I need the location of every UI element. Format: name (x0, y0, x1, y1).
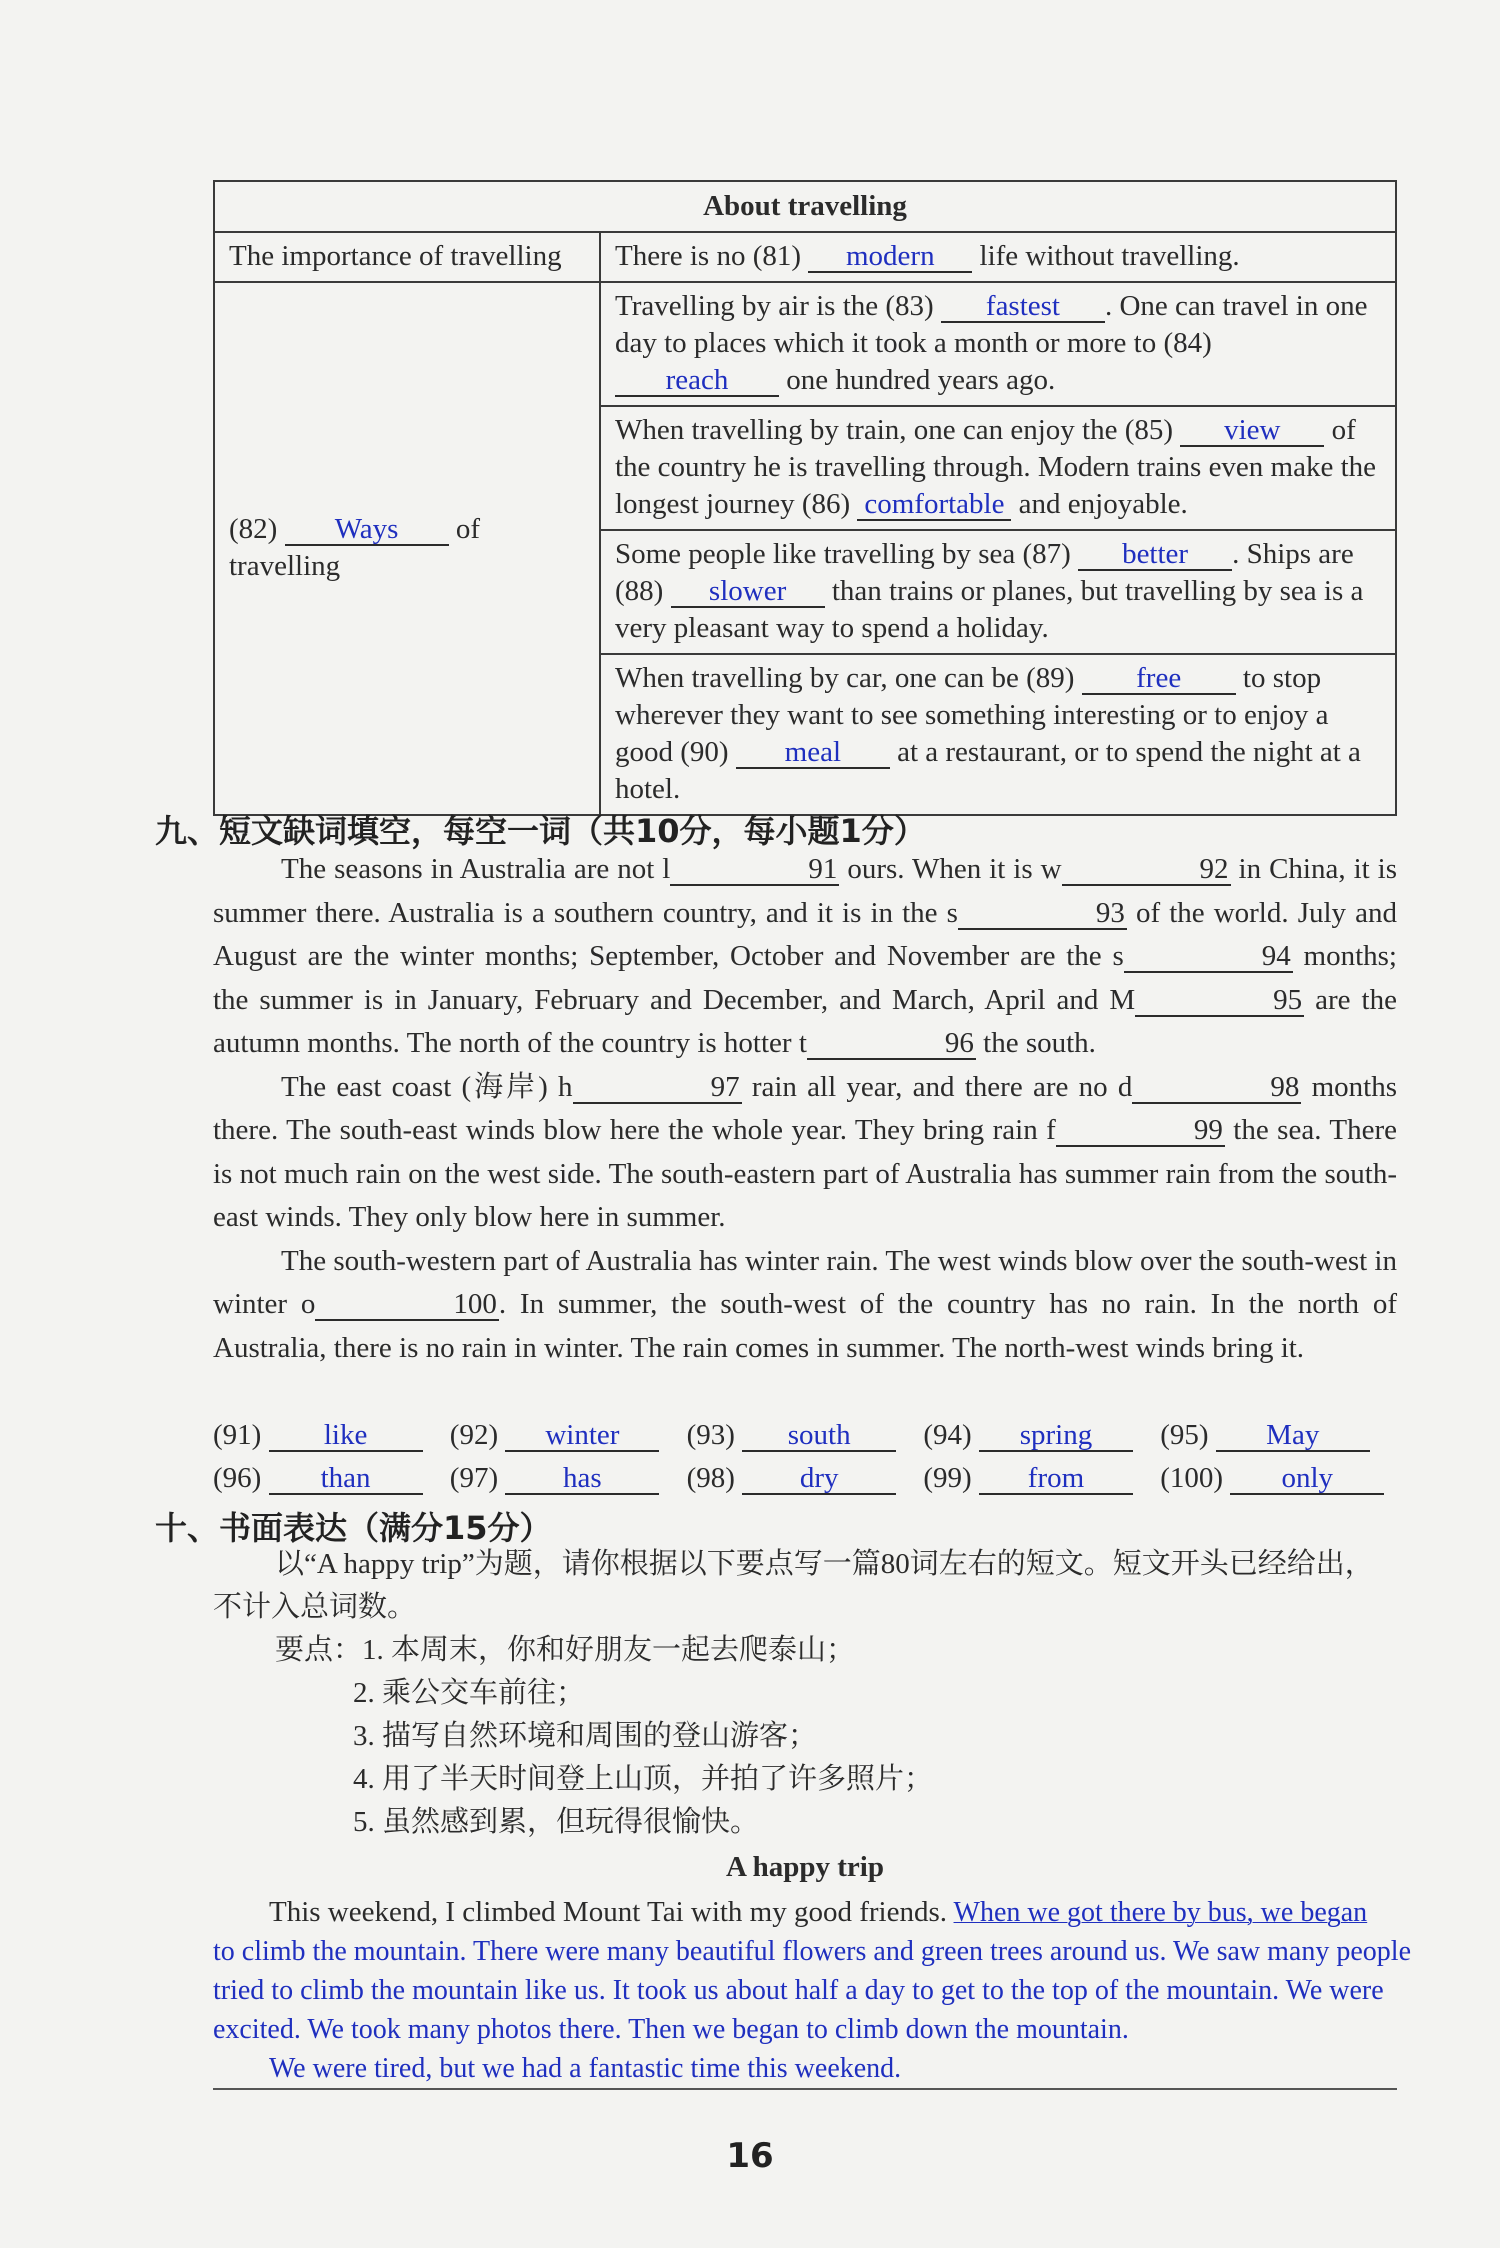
answer-cell: (91) like (213, 1414, 450, 1457)
writing-points-label: 要点：1. 本周末，你和好朋友一起去爬泰山； (275, 1634, 856, 1666)
answer-89: free (1136, 662, 1182, 694)
page-number: 16 (726, 2136, 774, 2176)
essay-given-start: This weekend, I climbed Mount Tai with my good friends. (269, 1896, 948, 1928)
answer-cell: (95) May (1160, 1414, 1397, 1457)
importance-label: The importance of travelling (214, 232, 600, 282)
divider (213, 2088, 1397, 2090)
blank-99: 99 (1193, 1114, 1223, 1146)
answer-82: Ways (334, 513, 399, 545)
row-car: When travelling by car, one can be (89) free to stop wherever they want to see something interesting or to enjoy a good (90) meal at a restaurant, or to spend the night at a hotel. (600, 654, 1396, 815)
section-10-heading: 十、书面表达（满分15分） (155, 1509, 552, 1547)
answer-cell: (92) winter (450, 1414, 687, 1457)
blank-93: 93 (1095, 896, 1125, 929)
essay-line: We were tired, but we had a fantastic time this weekend. (269, 2053, 902, 2084)
answer-88: slower (708, 575, 787, 607)
about-travelling-table (213, 180, 1397, 816)
answer-cell: (97) has (450, 1457, 687, 1500)
essay-answer (213, 1893, 1413, 2088)
answer-cell: (98) dry (687, 1457, 924, 1500)
passage-paragraph-1: The seasons in Australia are not l 91 ours. When it is w 92 in China, it is summer there. Australia is a southern country, and it is in the s 93 of the world. July and August are the winter months; September, October and November are the s 94 months; the summer is in January, February and December, and March, April and M 95 are the autumn months. The north of the country is hotter t 96 the south. (213, 853, 1398, 1059)
writing-point: 4. 用了半天时间登上山顶，并拍了许多照片； (353, 1763, 934, 1795)
answer-cell: (94) spring (923, 1414, 1160, 1457)
ways-label: (82) Ways of travelling (214, 282, 600, 815)
blank-92: 92 (1199, 853, 1229, 885)
answer-cell: (100) only (1160, 1457, 1397, 1500)
essay-answer-text: When we got there by bus, we began (953, 1897, 1368, 1928)
writing-point: 2. 乘公交车前往； (353, 1677, 586, 1709)
section-9-heading: 九、短文缺词填空，每空一词（共10分，每小题1分） (155, 812, 926, 850)
blank-100: 100 (453, 1288, 497, 1320)
answer-87: better (1122, 538, 1189, 570)
writing-prompt: 以“A happy trip”为题，请你根据以下要点写一篇80词左右的短文。短文开头已经给出，不计入总词数。 (213, 1548, 1374, 1623)
cloze-answers (213, 1414, 1397, 1500)
blank-91: 91 (808, 853, 838, 885)
answer-row (213, 1414, 1397, 1457)
blank-95: 95 (1273, 983, 1303, 1016)
table-title: About travelling (214, 181, 1396, 232)
answer-81: modern (845, 240, 935, 272)
blank-98: 98 (1270, 1070, 1300, 1103)
answer-85: view (1224, 414, 1281, 446)
passage-paragraph-3: The south-western part of Australia has winter rain. The west winds blow over the south-west in winter o 100. In summer, the south-west of the country has no rain. In the north of Australia, there is no rain in winter. The rain comes in summer. The north-west winds bring it. (213, 1244, 1397, 1364)
answer-cell: (99) from (923, 1457, 1160, 1500)
answer-row (213, 1457, 1397, 1500)
answer-90: meal (784, 736, 841, 768)
passage-paragraph-2: The east coast (海岸) h 97 rain all year, and there are no d 98 months there. The south-east winds blow here the whole year. They bring rain f 99 the sea. There is not much rain on the west side. The south-eastern part of Australia has summer rain from the south-east winds. They only blow here in summer. (213, 1070, 1397, 1233)
essay-title: A happy trip (726, 1851, 884, 1883)
answer-84: reach (665, 364, 729, 396)
writing-task (213, 1543, 1397, 1889)
writing-point: 5. 虽然感到累，但玩得很愉快。 (353, 1806, 760, 1838)
cloze-passage (213, 848, 1397, 1370)
essay-line (213, 1893, 1413, 1932)
row-81: There is no (81) modern life without travelling. (600, 232, 1396, 282)
blank-96: 96 (944, 1027, 974, 1059)
writing-point: 3. 描写自然环境和周围的登山游客； (353, 1720, 818, 1752)
row-train: When travelling by train, one can enjoy the (85) view of the country he is travelling through. Modern trains even make the longest journey (86) comfortable and enjoyable. (600, 406, 1396, 530)
answer-86: comfortable (864, 488, 1005, 520)
essay-line: tried to climb the mountain like us. It took us about half a day to get to the top of the mountain. We were (213, 1975, 1384, 2006)
essay-line: excited. We took many photos there. Then we began to climb down the mountain. (213, 2014, 1129, 2045)
answer-cell: (96) than (213, 1457, 450, 1500)
row-sea: Some people like travelling by sea (87) better . Ships are (88) slower than trains or planes, but travelling by sea is a very pleasant way to spend a holiday. (600, 530, 1396, 654)
row-air: Travelling by air is the (83) fastest . One can travel in one day to places which it took a month or more to (84) reach one hundred years ago. (600, 282, 1396, 406)
answer-cell: (93) south (687, 1414, 924, 1457)
answer-83: fastest (985, 290, 1060, 322)
blank-97: 97 (710, 1070, 740, 1103)
blank-94: 94 (1261, 940, 1291, 972)
essay-line: to climb the mountain. There were many beautiful flowers and green trees around us. We saw many people (213, 1936, 1411, 1967)
